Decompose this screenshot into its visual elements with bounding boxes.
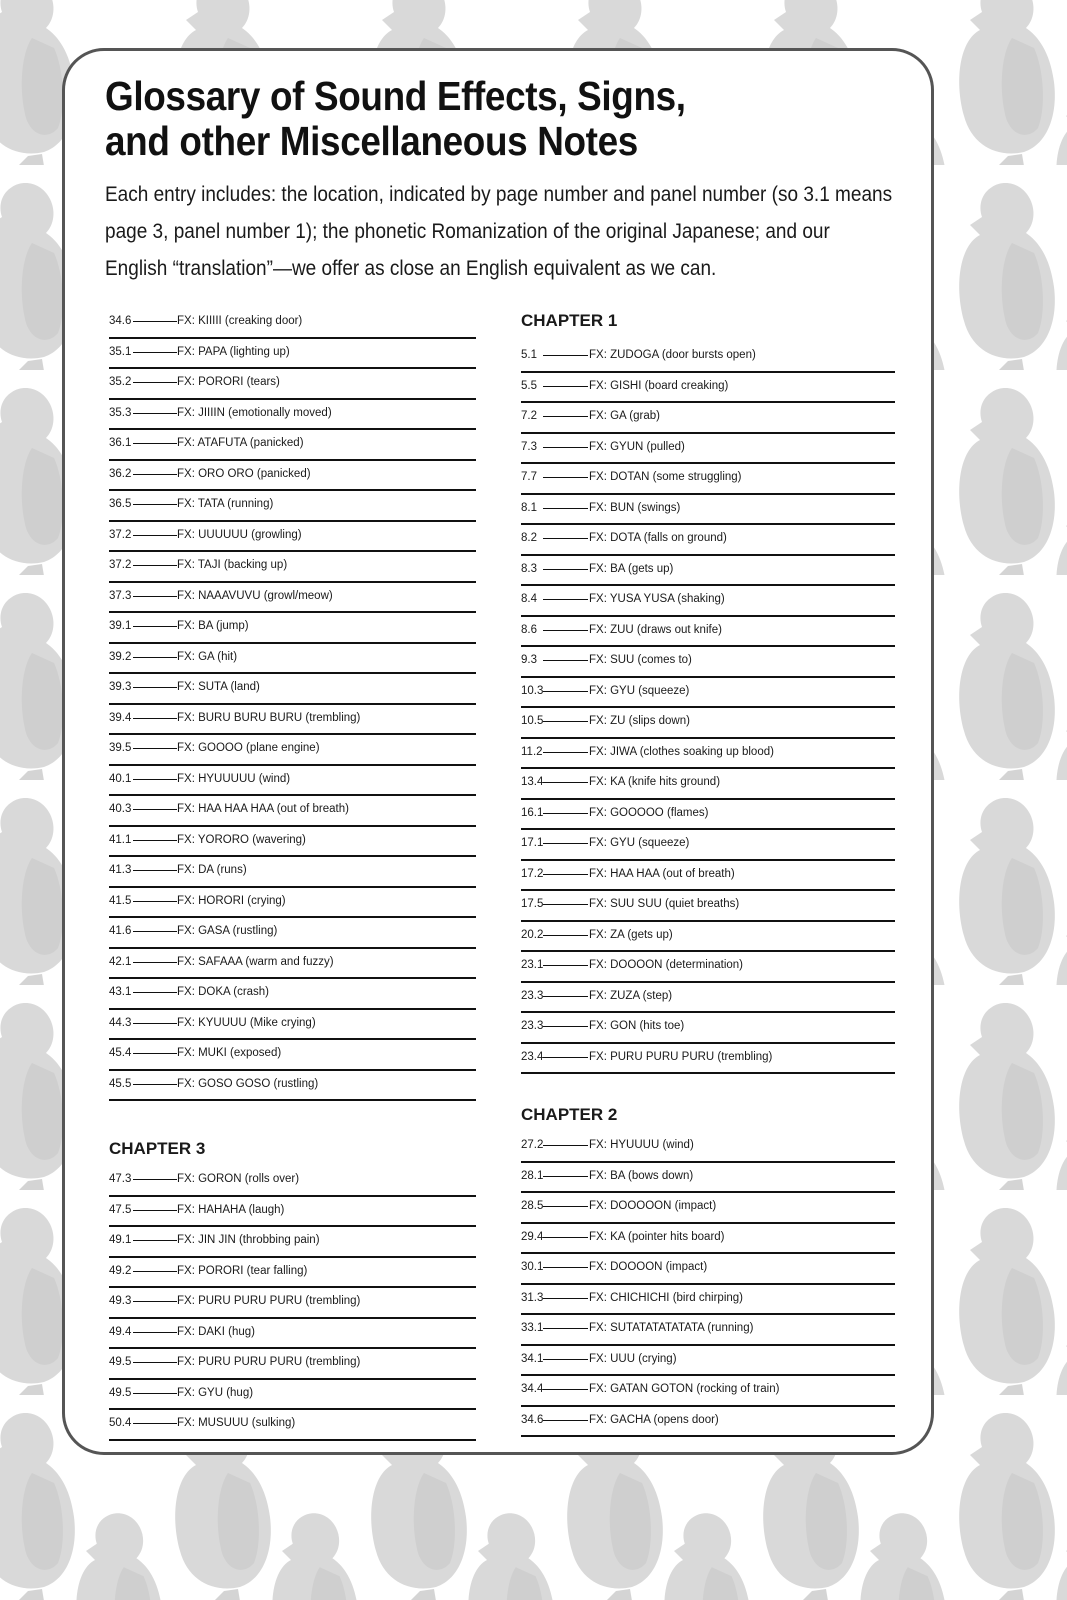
glossary-entry [521, 739, 895, 770]
chapter-1-entries-list [521, 342, 895, 1074]
entry-location: 5.5 [521, 379, 537, 392]
entry-location: 37.2 [109, 559, 132, 571]
entry-leader-line [133, 382, 177, 383]
entry-location: 7.2 [521, 410, 537, 422]
glossary-entry [521, 769, 895, 800]
entry-sound-effect: FX: HAHAHA (laugh) [177, 1203, 285, 1216]
entry-leader-line [543, 843, 588, 844]
entry-sound-effect: FX: UUU (crying) [589, 1352, 677, 1365]
entry-leader-line [133, 565, 177, 566]
entry-leader-line [133, 687, 177, 688]
glossary-entry [521, 525, 895, 556]
entry-leader-line [543, 1057, 588, 1058]
entry-leader-line [543, 782, 588, 783]
glossary-entry [109, 1071, 476, 1102]
entry-leader-line [543, 1420, 588, 1421]
entry-sound-effect: FX: BURU BURU BURU (trembling) [177, 711, 361, 724]
entry-sound-effect: FX: GA (hit) [177, 650, 238, 663]
glossary-entry [109, 1166, 476, 1197]
entry-location: 41.6 [109, 925, 132, 937]
glossary-entry [521, 922, 895, 953]
entry-sound-effect: FX: PURU PURU PURU (trembling) [177, 1295, 361, 1307]
entry-sound-effect: FX: ATAFUTA (panicked) [177, 437, 304, 449]
glossary-entry [521, 434, 895, 465]
entry-sound-effect: FX: GOOOOO (flames) [589, 806, 709, 819]
entry-sound-effect: FX: GA (grab) [589, 410, 660, 422]
glossary-entry [521, 708, 895, 739]
entry-leader-line [133, 1423, 177, 1424]
entry-sound-effect: FX: PURU PURU PURU (trembling) [589, 1050, 773, 1063]
entry-leader-line [543, 1206, 588, 1207]
glossary-entry [109, 1349, 476, 1380]
glossary-entry [109, 644, 476, 675]
glossary-entry [109, 308, 476, 339]
entry-location: 23.1 [521, 959, 544, 971]
entry-location: 34.6 [109, 315, 132, 327]
glossary-entry [521, 1044, 895, 1075]
entry-location: 37.2 [109, 528, 132, 541]
entry-location: 47.3 [109, 1173, 132, 1185]
entry-sound-effect: FX: SUU (comes to) [589, 654, 692, 666]
entry-location: 39.2 [109, 650, 132, 663]
entry-leader-line [133, 748, 177, 749]
entry-leader-line [133, 1362, 177, 1363]
glossary-entry [109, 369, 476, 400]
entry-leader-line [543, 569, 588, 570]
entry-leader-line [133, 657, 177, 658]
entry-sound-effect: FX: SAFAAA (warm and fuzzy) [177, 955, 334, 968]
entry-sound-effect: FX: SUU SUU (quiet breaths) [589, 898, 740, 910]
entry-sound-effect: FX: GYU (hug) [177, 1386, 254, 1399]
entry-location: 39.5 [109, 742, 132, 754]
entry-leader-line [133, 596, 177, 597]
entry-sound-effect: FX: UUUUUU (growling) [177, 528, 302, 541]
entry-location: 28.5 [521, 1200, 544, 1212]
glossary-entry [109, 1197, 476, 1228]
glossary-entry [109, 1258, 476, 1289]
glossary-entry [521, 586, 895, 617]
entry-leader-line [133, 626, 177, 627]
entry-leader-line [543, 1026, 588, 1027]
entry-leader-line [543, 996, 588, 997]
entry-leader-line [543, 813, 588, 814]
entry-sound-effect: FX: GISHI (board creaking) [589, 379, 729, 392]
entry-leader-line [543, 599, 588, 600]
glossary-entry [109, 766, 476, 797]
entry-sound-effect: FX: HYUUUU (wind) [589, 1139, 694, 1151]
entry-location: 8.3 [521, 562, 537, 575]
entry-location: 41.1 [109, 833, 132, 846]
entry-leader-line [543, 386, 588, 387]
entry-sound-effect: FX: MUKI (exposed) [177, 1047, 282, 1059]
glossary-entry [521, 830, 895, 861]
glossary-entry [109, 1319, 476, 1350]
chapter-1-heading: CHAPTER 1 [521, 311, 618, 330]
entry-leader-line [543, 416, 588, 417]
entry-location: 13.4 [521, 776, 544, 788]
entry-leader-line [133, 1179, 177, 1180]
glossary-entry [521, 1315, 895, 1346]
entry-sound-effect: FX: ZA (gets up) [589, 928, 673, 941]
glossary-entry [521, 800, 895, 831]
entry-leader-line [133, 321, 177, 322]
entry-leader-line [133, 1332, 177, 1333]
entry-sound-effect: FX: BUN (swings) [589, 501, 681, 514]
page-title [105, 74, 789, 164]
entry-sound-effect: FX: PURU PURU PURU (trembling) [177, 1356, 361, 1368]
entry-sound-effect: FX: HAA HAA (out of breath) [589, 867, 735, 880]
entry-location: 43.1 [109, 986, 132, 998]
glossary-entry [521, 647, 895, 678]
glossary-entry [521, 617, 895, 648]
entry-leader-line [133, 1084, 177, 1085]
entry-location: 49.5 [109, 1386, 132, 1399]
entry-location: 17.5 [521, 898, 544, 910]
entry-leader-line [133, 1271, 177, 1272]
entry-leader-line [133, 535, 177, 536]
entry-location: 8.6 [521, 623, 537, 636]
entry-location: 23.4 [521, 1050, 544, 1063]
glossary-entry [521, 1254, 895, 1285]
entry-sound-effect: FX: GOSO GOSO (rustling) [177, 1077, 319, 1090]
glossary-entry [521, 1193, 895, 1224]
entry-location: 49.3 [109, 1295, 132, 1307]
entry-leader-line [133, 443, 177, 444]
glossary-entry [109, 735, 476, 766]
entry-leader-line [543, 355, 588, 356]
entry-leader-line [133, 779, 177, 780]
entry-sound-effect: FX: ZUDOGA (door bursts open) [589, 349, 756, 361]
entry-leader-line [133, 840, 177, 841]
entry-sound-effect: FX: JIN JIN (throbbing pain) [177, 1234, 320, 1246]
glossary-entry [109, 674, 476, 705]
entry-location: 31.3 [521, 1291, 544, 1304]
glossary-entry [109, 1040, 476, 1071]
entry-sound-effect: FX: DOOOON (determination) [589, 959, 744, 971]
chapter-2-entries-list [521, 1132, 895, 1437]
entry-sound-effect: FX: GYU (squeeze) [589, 837, 690, 849]
entry-location: 36.5 [109, 498, 132, 510]
entry-location: 10.3 [521, 684, 544, 697]
glossary-entry [521, 373, 895, 404]
entry-location: 36.1 [109, 437, 132, 449]
entry-leader-line [133, 718, 177, 719]
entry-location: 16.1 [521, 806, 544, 819]
chapter-3-entries-list [109, 1166, 476, 1441]
entry-sound-effect: FX: KA (pointer hits board) [589, 1230, 725, 1243]
entry-location: 36.2 [109, 467, 132, 480]
entry-sound-effect: FX: SUTA (land) [177, 681, 260, 693]
entry-location: 39.3 [109, 681, 132, 693]
title-line-2: and other Miscellaneous Notes [105, 118, 638, 164]
entry-location: 47.5 [109, 1203, 132, 1216]
glossary-entry [109, 888, 476, 919]
entry-sound-effect: FX: ORO ORO (panicked) [177, 467, 311, 480]
entry-leader-line [543, 965, 588, 966]
glossary-entry [521, 891, 895, 922]
entry-leader-line [133, 809, 177, 810]
entry-sound-effect: FX: DOOOOON (impact) [589, 1200, 717, 1212]
entry-location: 17.2 [521, 867, 544, 880]
entry-leader-line [543, 477, 588, 478]
entry-leader-line [133, 1301, 177, 1302]
glossary-entry [109, 1410, 476, 1441]
glossary-entry [521, 952, 895, 983]
entry-location: 34.1 [521, 1352, 544, 1365]
entry-sound-effect: FX: DOTA (falls on ground) [589, 532, 727, 544]
entry-location: 23.3 [521, 1020, 544, 1032]
entry-sound-effect: FX: GYUN (pulled) [589, 440, 685, 453]
entry-location: 34.4 [521, 1383, 544, 1395]
intro-paragraph: Each entry includes: the location, indicated by page number and panel number (so 3.1 means page 3, panel number 1); the phonetic Romanization of the original Japanese; and our English “translation”—we offer as close an English equivalent as we can. [105, 183, 893, 280]
entry-leader-line [543, 1389, 588, 1390]
entry-location: 29.4 [521, 1230, 544, 1243]
entry-sound-effect: FX: TAJI (backing up) [177, 559, 288, 571]
entry-sound-effect: FX: ZUZA (step) [589, 989, 673, 1002]
entry-sound-effect: FX: KYUUUU (Mike crying) [177, 1016, 316, 1029]
glossary-entry [521, 1013, 895, 1044]
entry-location: 34.6 [521, 1413, 544, 1426]
entry-location: 8.1 [521, 501, 537, 514]
entry-location: 8.4 [521, 593, 537, 605]
glossary-entry [109, 1010, 476, 1041]
entry-location: 33.1 [521, 1322, 544, 1334]
glossary-entry [521, 1346, 895, 1377]
entry-leader-line [133, 413, 177, 414]
entry-leader-line [543, 508, 588, 509]
title-line-1: Glossary of Sound Effects, Signs, [105, 73, 686, 119]
entry-sound-effect: FX: CHICHICHI (bird chirping) [589, 1291, 743, 1304]
entry-sound-effect: FX: KA (knife hits ground) [589, 776, 721, 788]
entry-sound-effect: FX: YUSA YUSA (shaking) [589, 593, 725, 605]
entry-sound-effect: FX: NAAAVUVU (growl/meow) [177, 589, 333, 602]
entry-sound-effect: FX: BA (gets up) [589, 562, 674, 575]
entry-leader-line [543, 1145, 588, 1146]
entry-location: 37.3 [109, 589, 132, 602]
glossary-entry [521, 1224, 895, 1255]
glossary-entry [521, 861, 895, 892]
glossary-entry [109, 949, 476, 980]
glossary-entry [521, 1407, 895, 1438]
entry-location: 45.5 [109, 1077, 132, 1090]
entry-leader-line [133, 352, 177, 353]
entry-sound-effect: FX: TATA (running) [177, 498, 274, 510]
entry-location: 10.5 [521, 715, 544, 727]
entry-leader-line [133, 1210, 177, 1211]
entry-location: 5.1 [521, 349, 537, 361]
entry-location: 39.1 [109, 620, 132, 632]
entry-location: 7.7 [521, 471, 537, 483]
entry-location: 41.3 [109, 864, 132, 876]
glossary-entry [521, 1163, 895, 1194]
entry-leader-line [543, 1237, 588, 1238]
entry-location: 39.4 [109, 711, 132, 724]
entry-sound-effect: FX: DOKA (crash) [177, 986, 270, 998]
entry-leader-line [133, 504, 177, 505]
left-column [109, 308, 476, 1441]
entry-sound-effect: FX: KIIIII (creaking door) [177, 315, 303, 327]
entry-leader-line [543, 630, 588, 631]
entry-sound-effect: FX: JIWA (clothes soaking up blood) [589, 745, 774, 758]
entry-leader-line [543, 1267, 588, 1268]
glossary-entry [109, 705, 476, 736]
continued-entries-list [109, 308, 476, 1101]
glossary-entry [521, 403, 895, 434]
glossary-entry [109, 857, 476, 888]
entry-leader-line [133, 1023, 177, 1024]
glossary-entry [109, 430, 476, 461]
glossary-entry [109, 1380, 476, 1411]
entry-leader-line [133, 474, 177, 475]
entry-leader-line [133, 1240, 177, 1241]
entry-sound-effect: FX: SUTATATATATATA (running) [589, 1322, 754, 1334]
entry-location: 40.1 [109, 772, 132, 785]
entry-leader-line [543, 1298, 588, 1299]
glossary-entry [521, 495, 895, 526]
entry-location: 23.3 [521, 989, 544, 1002]
entry-location: 44.3 [109, 1016, 132, 1029]
glossary-entry [109, 979, 476, 1010]
right-column [521, 308, 895, 1437]
entry-sound-effect: FX: MUSUUU (sulking) [177, 1417, 296, 1429]
entry-location: 49.2 [109, 1264, 132, 1277]
entry-location: 45.4 [109, 1047, 132, 1059]
glossary-entry [109, 339, 476, 370]
entry-leader-line [543, 660, 588, 661]
entry-leader-line [543, 935, 588, 936]
glossary-entry [521, 464, 895, 495]
entry-leader-line [133, 1393, 177, 1394]
entry-sound-effect: FX: GASA (rustling) [177, 925, 278, 937]
entry-sound-effect: FX: GORON (rolls over) [177, 1173, 300, 1185]
glossary-entry [521, 556, 895, 587]
glossary-entry [109, 918, 476, 949]
entry-leader-line [133, 931, 177, 932]
entry-location: 35.1 [109, 345, 132, 358]
entry-leader-line [133, 1053, 177, 1054]
glossary-entry [521, 342, 895, 373]
entry-sound-effect: FX: PAPA (lighting up) [177, 345, 290, 358]
entry-sound-effect: FX: YORORO (wavering) [177, 833, 306, 846]
entry-leader-line [543, 447, 588, 448]
glossary-entry [109, 400, 476, 431]
entry-sound-effect: FX: GOOOO (plane engine) [177, 742, 320, 754]
glossary-entry [109, 522, 476, 553]
entry-leader-line [133, 992, 177, 993]
glossary-entry [521, 1376, 895, 1407]
entry-location: 40.3 [109, 803, 132, 815]
glossary-entry [109, 1227, 476, 1258]
entry-leader-line [543, 538, 588, 539]
entry-location: 41.5 [109, 894, 132, 907]
entry-leader-line [543, 691, 588, 692]
glossary-entry [521, 678, 895, 709]
entry-location: 27.2 [521, 1139, 544, 1151]
chapter-2-heading: CHAPTER 2 [521, 1105, 618, 1124]
entry-location: 50.4 [109, 1417, 132, 1429]
glossary-entry [521, 1132, 895, 1163]
entry-sound-effect: FX: JIIIIN (emotionally moved) [177, 406, 332, 419]
glossary-entry [109, 461, 476, 492]
entry-location: 20.2 [521, 928, 544, 941]
entry-sound-effect: FX: BA (bows down) [589, 1169, 694, 1182]
entry-sound-effect: FX: HORORI (crying) [177, 894, 286, 907]
entry-sound-effect: FX: GATAN GOTON (rocking of train) [589, 1383, 780, 1395]
entry-leader-line [543, 874, 588, 875]
glossary-entry [521, 1285, 895, 1316]
entry-sound-effect: FX: ZUU (draws out knife) [589, 623, 722, 636]
entry-leader-line [133, 870, 177, 871]
entry-sound-effect: FX: HAA HAA HAA (out of breath) [177, 803, 349, 815]
entry-location: 11.2 [521, 745, 543, 758]
entry-location: 35.2 [109, 376, 132, 388]
glossary-entry [109, 1288, 476, 1319]
glossary-entry [109, 613, 476, 644]
entry-sound-effect: FX: DOTAN (some struggling) [589, 471, 742, 483]
entry-leader-line [543, 752, 588, 753]
entry-leader-line [543, 1176, 588, 1177]
glossary-entry [109, 552, 476, 583]
glossary-entry [109, 491, 476, 522]
entry-sound-effect: FX: DA (runs) [177, 864, 247, 876]
entry-location: 9.3 [521, 654, 537, 666]
entry-sound-effect: FX: GACHA (opens door) [589, 1413, 719, 1426]
entry-location: 8.2 [521, 532, 537, 544]
entry-location: 49.5 [109, 1356, 132, 1368]
entry-location: 49.1 [109, 1234, 132, 1246]
glossary-entry [109, 583, 476, 614]
entry-sound-effect: FX: GON (hits toe) [589, 1020, 685, 1032]
entry-leader-line [543, 1359, 588, 1360]
entry-sound-effect: FX: DAKI (hug) [177, 1325, 255, 1338]
entry-location: 35.3 [109, 406, 132, 419]
entry-leader-line [133, 901, 177, 902]
entry-location: 42.1 [109, 955, 132, 968]
entry-leader-line [543, 904, 588, 905]
entry-location: 30.1 [521, 1261, 544, 1273]
glossary-entry [521, 983, 895, 1014]
entry-location: 28.1 [521, 1169, 544, 1182]
entry-sound-effect: FX: PORORI (tear falling) [177, 1264, 308, 1277]
entry-location: 49.4 [109, 1325, 132, 1338]
chapter-3-heading: CHAPTER 3 [109, 1139, 206, 1158]
entry-leader-line [543, 721, 588, 722]
entry-sound-effect: FX: PORORI (tears) [177, 376, 280, 388]
entry-sound-effect: FX: BA (jump) [177, 620, 249, 632]
entry-location: 7.3 [521, 440, 537, 453]
entry-sound-effect: FX: DOOOON (impact) [589, 1261, 708, 1273]
entry-sound-effect: FX: HYUUUUU (wind) [177, 772, 291, 785]
glossary-entry [109, 796, 476, 827]
entry-sound-effect: FX: GYU (squeeze) [589, 684, 690, 697]
entry-leader-line [133, 962, 177, 963]
entry-leader-line [543, 1328, 588, 1329]
entry-location: 17.1 [521, 837, 544, 849]
glossary-entry [109, 827, 476, 858]
entry-sound-effect: FX: ZU (slips down) [589, 715, 690, 727]
